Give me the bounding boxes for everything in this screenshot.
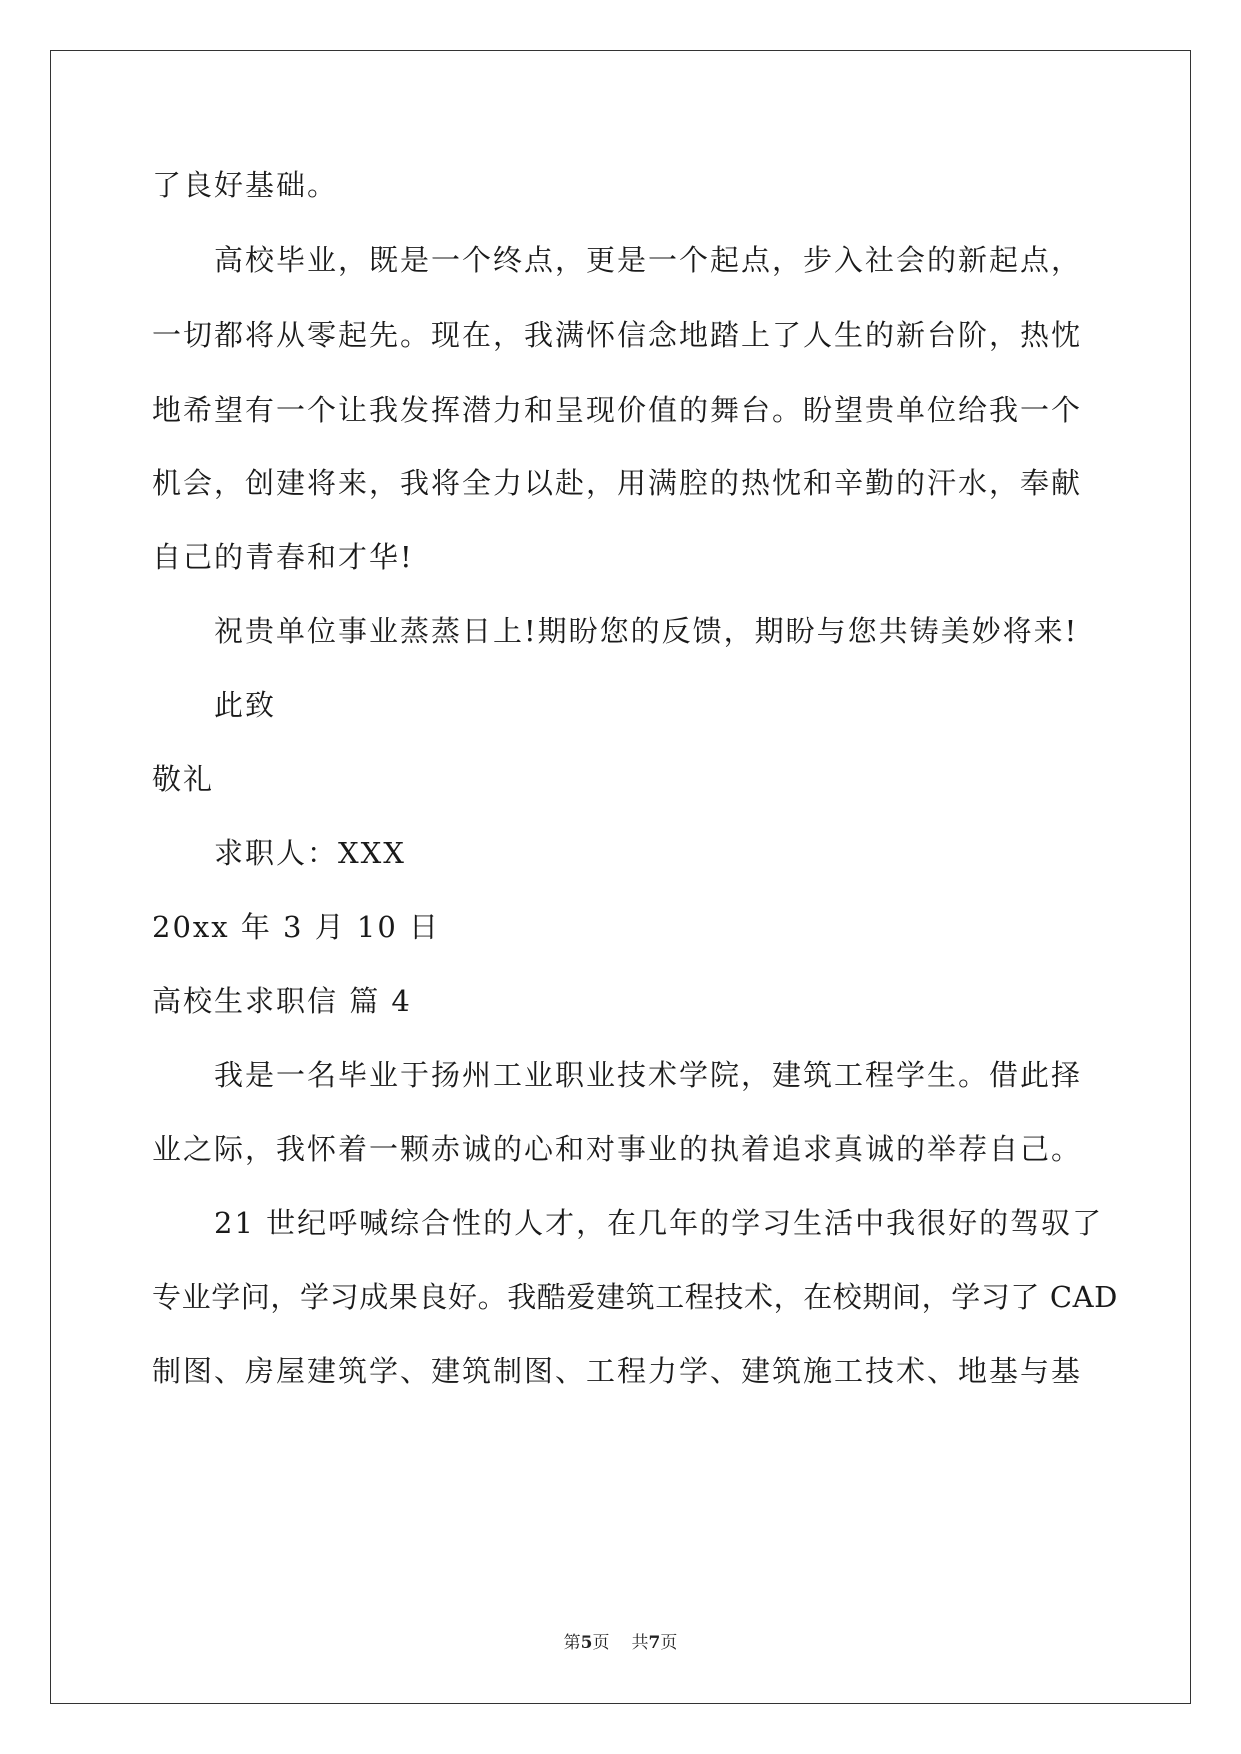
page-footer <box>0 1628 1241 1653</box>
paragraph-line-6: 自己的青春和才华! <box>152 540 414 574</box>
total-suffix: 页 <box>660 1633 678 1653</box>
paragraph-line-3: 一切都将从零起先。现在，我满怀信念地踏上了人生的新台阶，热忱 <box>152 318 1083 352</box>
paragraph-line-2: 高校毕业，既是一个终点，更是一个起点，步入社会的新起点， <box>214 243 1083 277</box>
paragraph-line-15: 21 世纪呼喊综合性的人才，在几年的学习生活中我很好的驾驭了 <box>214 1206 1104 1240</box>
section-heading: 高校生求职信 篇 4 <box>152 984 412 1018</box>
paragraph-line-5: 机会，创建将来，我将全力以赴，用满腔的热忱和辛勤的汗水，奉献 <box>152 466 1083 500</box>
page-total: 7 <box>648 1633 661 1653</box>
closing-salutation: 此致 <box>214 688 277 722</box>
paragraph-line-14: 业之际，我怀着一颗赤诚的心和对事业的执着追求真诚的举荐自己。 <box>152 1132 1083 1166</box>
page-current: 5 <box>580 1633 593 1653</box>
closing-regards: 敬礼 <box>152 762 215 796</box>
paragraph-line-17: 制图、房屋建筑学、建筑制图、工程力学、建筑施工技术、地基与基 <box>152 1354 1083 1388</box>
paragraph-line-1: 了良好基础。 <box>152 168 339 202</box>
applicant-signature: 求职人：XXX <box>214 836 406 870</box>
paragraph-line-4: 地希望有一个让我发挥潜力和呈现价值的舞台。盼望贵单位给我一个 <box>152 393 1083 427</box>
paragraph-line-16: 专业学问，学习成果良好。我酷爱建筑工程技术，在校期间，学习了 CAD <box>152 1280 1119 1314</box>
page-suffix: 页 <box>592 1633 610 1653</box>
paragraph-line-13: 我是一名毕业于扬州工业职业技术学院，建筑工程学生。借此择 <box>214 1058 1083 1092</box>
letter-date: 20xx 年 3 月 10 日 <box>152 910 441 944</box>
page-border <box>50 50 1191 1704</box>
total-prefix: 共 <box>631 1633 649 1653</box>
paragraph-line-7: 祝贵单位事业蒸蒸日上!期盼您的反馈，期盼与您共铸美妙将来! <box>214 614 1079 648</box>
page-prefix: 第 <box>563 1633 581 1653</box>
